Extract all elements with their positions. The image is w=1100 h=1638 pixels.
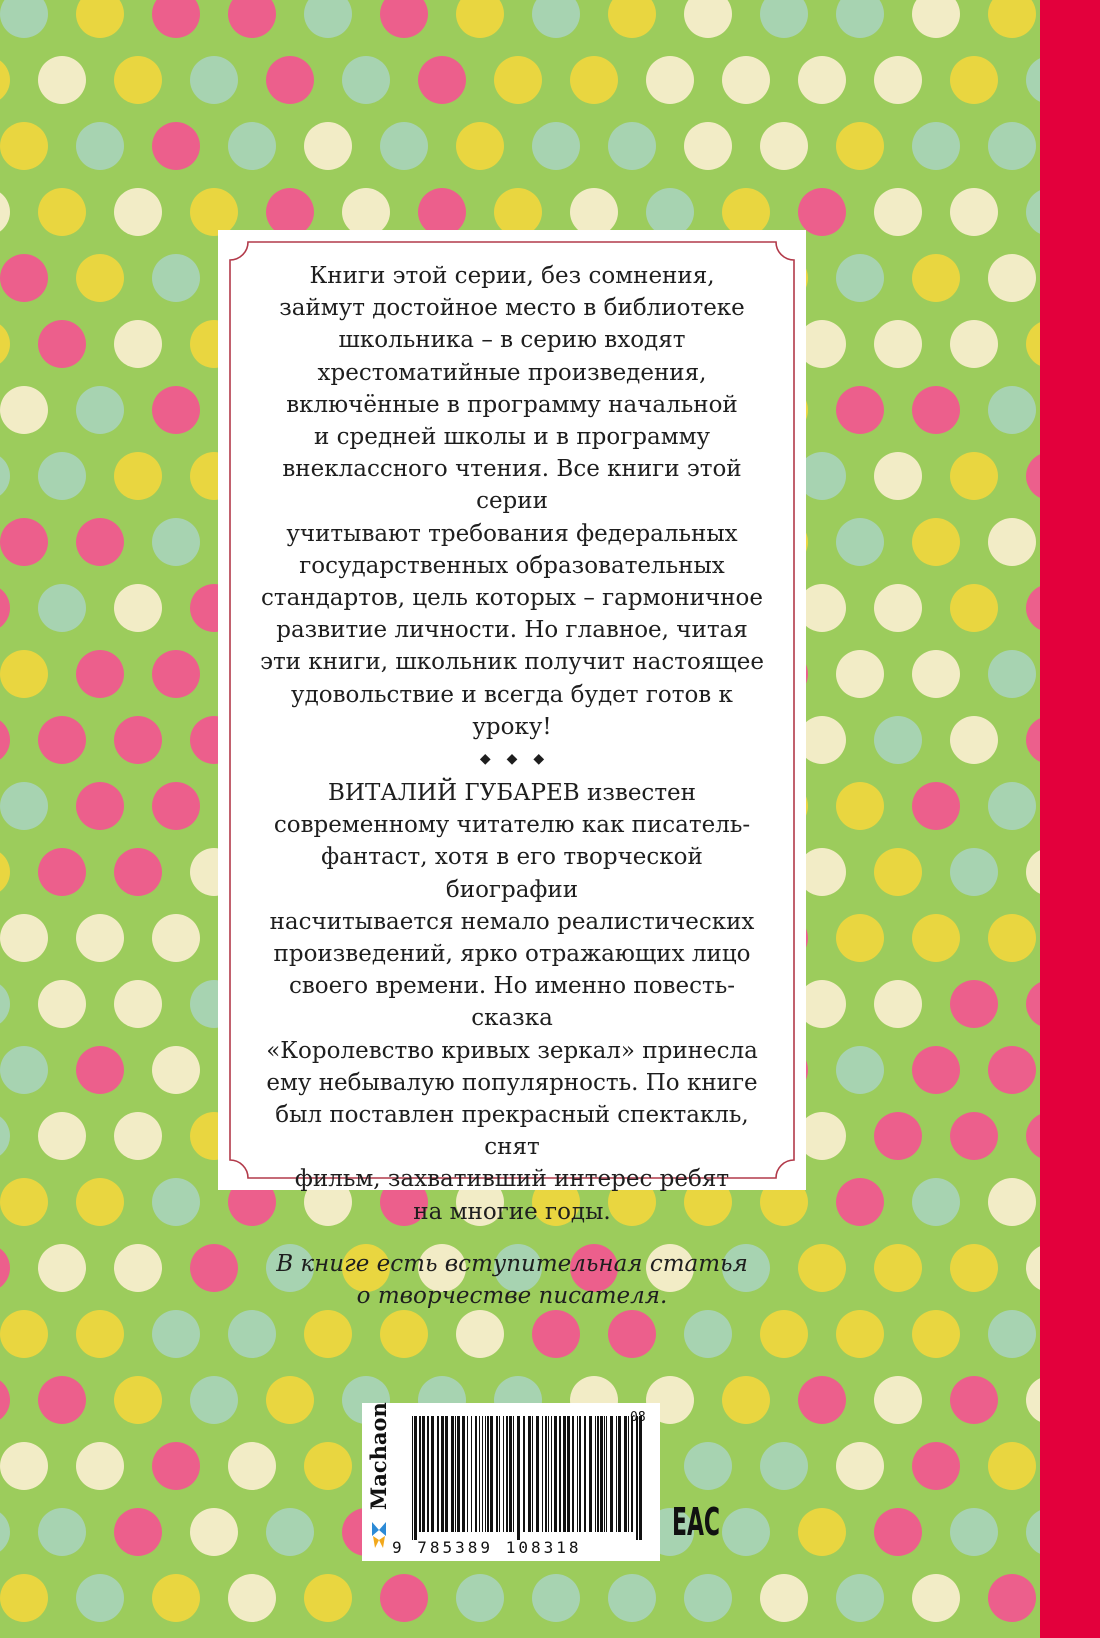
polka-dot [988,0,1036,38]
polka-dot [76,0,124,38]
polka-dot [646,56,694,104]
barcode-bar [471,1416,472,1532]
polka-dot [114,848,162,896]
barcode-bar [559,1416,561,1532]
barcode-bar [451,1416,454,1532]
polka-dot [722,188,770,236]
polka-dot [76,914,124,962]
polka-dot [874,716,922,764]
polka-dot [0,320,10,368]
polka-dot [0,1310,48,1358]
polka-dot [836,914,884,962]
polka-dot [988,1310,1036,1358]
polka-dot [836,650,884,698]
barcode-bar [528,1416,531,1532]
polka-dot [494,56,542,104]
polka-dot [228,1310,276,1358]
polka-dot [152,782,200,830]
polka-dot [38,584,86,632]
polka-dot [228,122,276,170]
polka-dot [190,1244,238,1292]
polka-dot [874,320,922,368]
barcode-bar [577,1416,578,1532]
barcode-bar [584,1416,586,1532]
polka-dot [988,782,1036,830]
polka-dot [76,254,124,302]
polka-dot [342,56,390,104]
polka-dot [304,0,352,38]
polka-dot [988,254,1036,302]
polka-dot [0,584,10,632]
polka-dot [114,320,162,368]
polka-dot [494,188,542,236]
polka-dot [38,1244,86,1292]
polka-dot [114,188,162,236]
polka-dot [0,848,10,896]
barcode-bar [475,1416,477,1532]
polka-dot [950,980,998,1028]
eac-mark-text: EAC [672,1500,720,1544]
polka-dot [0,980,10,1028]
barcode-bar [441,1416,444,1532]
polka-dot [798,56,846,104]
polka-dot [798,188,846,236]
polka-dot [38,320,86,368]
description-panel [218,230,806,1310]
barcode-bar [595,1416,596,1532]
polka-dot [76,386,124,434]
barcode-bar [485,1416,486,1532]
polka-dot [684,1574,732,1622]
polka-dot [684,1442,732,1490]
barcode-bar [589,1416,592,1532]
polka-dot [190,188,238,236]
machaon-butterfly-icon [364,1402,394,1556]
barcode-bar [554,1416,557,1532]
polka-dot [0,716,10,764]
barcode-bar [628,1416,629,1532]
polka-dot [0,1046,48,1094]
polka-dot [950,1112,998,1160]
polka-dot [532,0,580,38]
barcode-bar [462,1416,465,1532]
polka-dot [0,254,48,302]
polka-dot [0,1178,48,1226]
barcode-bar [431,1416,434,1532]
isbn-barcode [410,1410,656,1540]
polka-dot [722,1508,770,1556]
polka-dot [912,914,960,962]
polka-dot [304,122,352,170]
polka-dot [836,782,884,830]
polka-dot [912,386,960,434]
polka-dot [114,980,162,1028]
polka-dot [152,122,200,170]
polka-dot [190,1376,238,1424]
barcode-bar [523,1416,525,1532]
polka-dot [38,188,86,236]
polka-dot [988,518,1036,566]
polka-dot [152,386,200,434]
polka-dot [76,1442,124,1490]
barcode-bar [490,1416,493,1532]
barcode-bar [567,1416,570,1532]
polka-dot [228,1442,276,1490]
polka-dot [874,1508,922,1556]
barcode-bar [604,1416,605,1532]
polka-dot [0,386,48,434]
polka-dot [38,1112,86,1160]
barcode-bar [445,1416,448,1532]
polka-dot [152,518,200,566]
polka-dot [152,254,200,302]
polka-dot [874,1112,922,1160]
polka-dot [304,1442,352,1490]
polka-dot [836,518,884,566]
polka-dot [152,914,200,962]
polka-dot [114,716,162,764]
polka-dot [798,1244,846,1292]
barcode-bar [499,1416,500,1532]
polka-dot [950,56,998,104]
polka-dot [418,56,466,104]
polka-dot [950,716,998,764]
polka-dot [874,1376,922,1424]
polka-dot [950,584,998,632]
polka-dot [0,122,48,170]
polka-dot [76,650,124,698]
polka-dot [836,1310,884,1358]
polka-dot [874,188,922,236]
polka-dot [38,980,86,1028]
barcode-bar [545,1416,547,1532]
polka-dot [0,1508,10,1556]
polka-dot [0,452,10,500]
polka-dot [798,1508,846,1556]
barcode-bar [509,1416,512,1532]
barcode-bar [506,1416,508,1532]
polka-dot [988,1574,1036,1622]
polka-dot [874,452,922,500]
polka-dot [836,386,884,434]
polka-dot [836,122,884,170]
polka-dot [152,1310,200,1358]
polka-dot [760,1442,808,1490]
polka-dot [988,1178,1036,1226]
barcode-bar [437,1416,439,1532]
barcode-bar [616,1416,617,1532]
barcode-bar [479,1416,480,1532]
barcode-bar [597,1416,599,1532]
polka-dot [456,122,504,170]
polka-dot [608,0,656,38]
polka-dot [874,848,922,896]
barcode-bar [563,1416,566,1532]
eac-conformity-icon [672,1497,720,1544]
polka-dot [684,122,732,170]
polka-dot [950,452,998,500]
polka-dot [912,1310,960,1358]
polka-dot [38,452,86,500]
polka-dot [988,1046,1036,1094]
polka-dot [950,848,998,896]
polka-dot [38,716,86,764]
barcode-bar [618,1416,621,1532]
polka-dot [722,1376,770,1424]
barcode-bar [422,1416,425,1532]
polka-dot [114,1376,162,1424]
polka-dot [228,0,276,38]
polka-dot [836,254,884,302]
polka-dot [912,254,960,302]
barcode-bar [551,1416,552,1532]
polka-dot [38,56,86,104]
barcode-addon-number: 08 [630,1410,646,1425]
polka-dot [76,782,124,830]
barcode-bar [482,1416,483,1532]
polka-dot [114,56,162,104]
polka-dot [304,1310,352,1358]
barcode-bar [457,1416,460,1532]
polka-dot [266,1376,314,1424]
polka-dot [0,1112,10,1160]
polka-dot [114,1508,162,1556]
polka-dot [988,1442,1036,1490]
polka-dot [76,1046,124,1094]
barcode-bar [513,1416,514,1532]
barcode-bar [532,1416,533,1532]
polka-dot [836,0,884,38]
polka-dot [988,386,1036,434]
polka-dot [228,1574,276,1622]
polka-dot [836,1442,884,1490]
polka-dot [646,188,694,236]
polka-dot [76,1310,124,1358]
polka-dot [684,1310,732,1358]
polka-dot [342,188,390,236]
panel-text [258,260,766,1312]
barcode-bar [455,1416,456,1532]
barcode-bar [548,1416,549,1532]
barcode-bar [496,1416,498,1532]
polka-dot [684,0,732,38]
series-description: Книги этой серии, без сомнения, займут достойное место в библиотеке школьника – в серию входят хрестоматийные произведения, включённые в программу начальной и средней школы и в программу внеклассного чтения. Все книги этой серии учитывают требования федеральных государственных образовательных стандартов, цель которых – гармоничное развитие личности. Но главное, читая эти книги, школьник получит настоящее удовольствие и всегда будет готов к уроку! [260,263,764,740]
polka-dot [152,650,200,698]
polka-dot [760,0,808,38]
polka-dot [570,56,618,104]
barcode-bar [579,1416,581,1532]
polka-dot [114,1244,162,1292]
polka-dot [114,1112,162,1160]
polka-dot [532,1574,580,1622]
polka-dot [0,914,48,962]
polka-dot [38,1508,86,1556]
polka-dot [266,188,314,236]
polka-dot [874,1244,922,1292]
polka-dot [0,1442,48,1490]
polka-dot [912,518,960,566]
polka-dot [456,0,504,38]
polka-dot [76,1574,124,1622]
polka-dot [190,1508,238,1556]
polka-dot [152,1574,200,1622]
polka-dot [38,1376,86,1424]
polka-dot [266,56,314,104]
polka-dot [760,122,808,170]
polka-dot [912,1574,960,1622]
polka-dot [380,1310,428,1358]
barcode-bar [600,1416,603,1532]
polka-dot [190,56,238,104]
polka-dot [380,122,428,170]
polka-dot [0,782,48,830]
barcode-bar [503,1416,504,1532]
polka-dot [0,650,48,698]
polka-dot [380,1574,428,1622]
polka-dot [608,1574,656,1622]
barcode-bar [517,1416,520,1540]
polka-dot [950,1508,998,1556]
barcode-bar [606,1416,607,1532]
polka-dot [874,584,922,632]
polka-dot [456,1310,504,1358]
barcode-bar [624,1416,627,1532]
polka-dot [950,188,998,236]
polka-dot [760,1574,808,1622]
polka-dot [874,56,922,104]
polka-dot [418,188,466,236]
barcode-bar [427,1416,429,1532]
barcode-bar [610,1416,613,1532]
barcode-bar [419,1416,421,1532]
polka-dot [532,1310,580,1358]
diamond-ornament-icon: ◆◆◆ [479,751,561,768]
polka-dot [304,1574,352,1622]
polka-dot [912,122,960,170]
polka-dot [0,1244,10,1292]
polka-dot [912,650,960,698]
polka-dot [912,1178,960,1226]
polka-dot [266,1508,314,1556]
barcode-bar [631,1416,633,1532]
polka-dot [988,122,1036,170]
polka-dot [456,1574,504,1622]
polka-dot [114,584,162,632]
polka-dot [836,1574,884,1622]
polka-dot [836,1046,884,1094]
author-description: ВИТАЛИЙ ГУБАРЕВ известен современному читателю как писатель- фантаст, хотя в его творческой биографии насчитывается немало реалистических произведений, ярко отражающих лицо своего времени. Но именно повесть-сказка «Королевство кривых зеркал» принесла ему небывалую популярность. По книге был поставлен прекрасный спектакль, снят фильм, захвативший интерес ребят на многие годы. [266,780,758,1225]
polka-dot [76,518,124,566]
barcode-bar [412,1416,413,1540]
barcode-bar [636,1416,638,1540]
polka-dot [0,188,10,236]
polka-dot [76,1178,124,1226]
polka-dot [912,782,960,830]
barcode-bar [572,1416,574,1532]
polka-dot [114,452,162,500]
polka-dot [152,1442,200,1490]
polka-dot [38,848,86,896]
polka-dot [608,1310,656,1358]
polka-dot [0,518,48,566]
polka-dot [722,56,770,104]
isbn-number: 9 785389 108318 [392,1538,582,1557]
polka-dot [988,914,1036,962]
polka-dot [912,1442,960,1490]
polka-dot [76,122,124,170]
polka-dot [798,1376,846,1424]
polka-dot [836,1178,884,1226]
polka-dot [152,1178,200,1226]
polka-dot [0,1376,10,1424]
barcode-bar [467,1416,468,1532]
barcode-bar [536,1416,539,1532]
polka-dot [152,1046,200,1094]
intro-article-note: В книге есть вступительная статья о творчестве писателя. [276,1250,748,1310]
polka-dot [380,0,428,38]
polka-dot [570,188,618,236]
polka-dot [152,0,200,38]
barcode-bar [414,1416,417,1540]
polka-dot [0,1574,48,1622]
polka-dot [760,1310,808,1358]
polka-dot [988,650,1036,698]
polka-dot [0,56,10,104]
polka-dot [532,122,580,170]
polka-dot [0,0,48,38]
polka-dot [950,1376,998,1424]
publisher-name: Machaon [366,1402,391,1510]
polka-dot [874,980,922,1028]
barcode-bar [542,1416,543,1532]
polka-dot [912,0,960,38]
red-spine-strip [1040,0,1100,1638]
polka-dot [608,122,656,170]
polka-dot [950,1244,998,1292]
polka-dot [912,1046,960,1094]
barcode-bar [487,1416,489,1532]
polka-dot [950,320,998,368]
barcode-bar [639,1416,642,1540]
